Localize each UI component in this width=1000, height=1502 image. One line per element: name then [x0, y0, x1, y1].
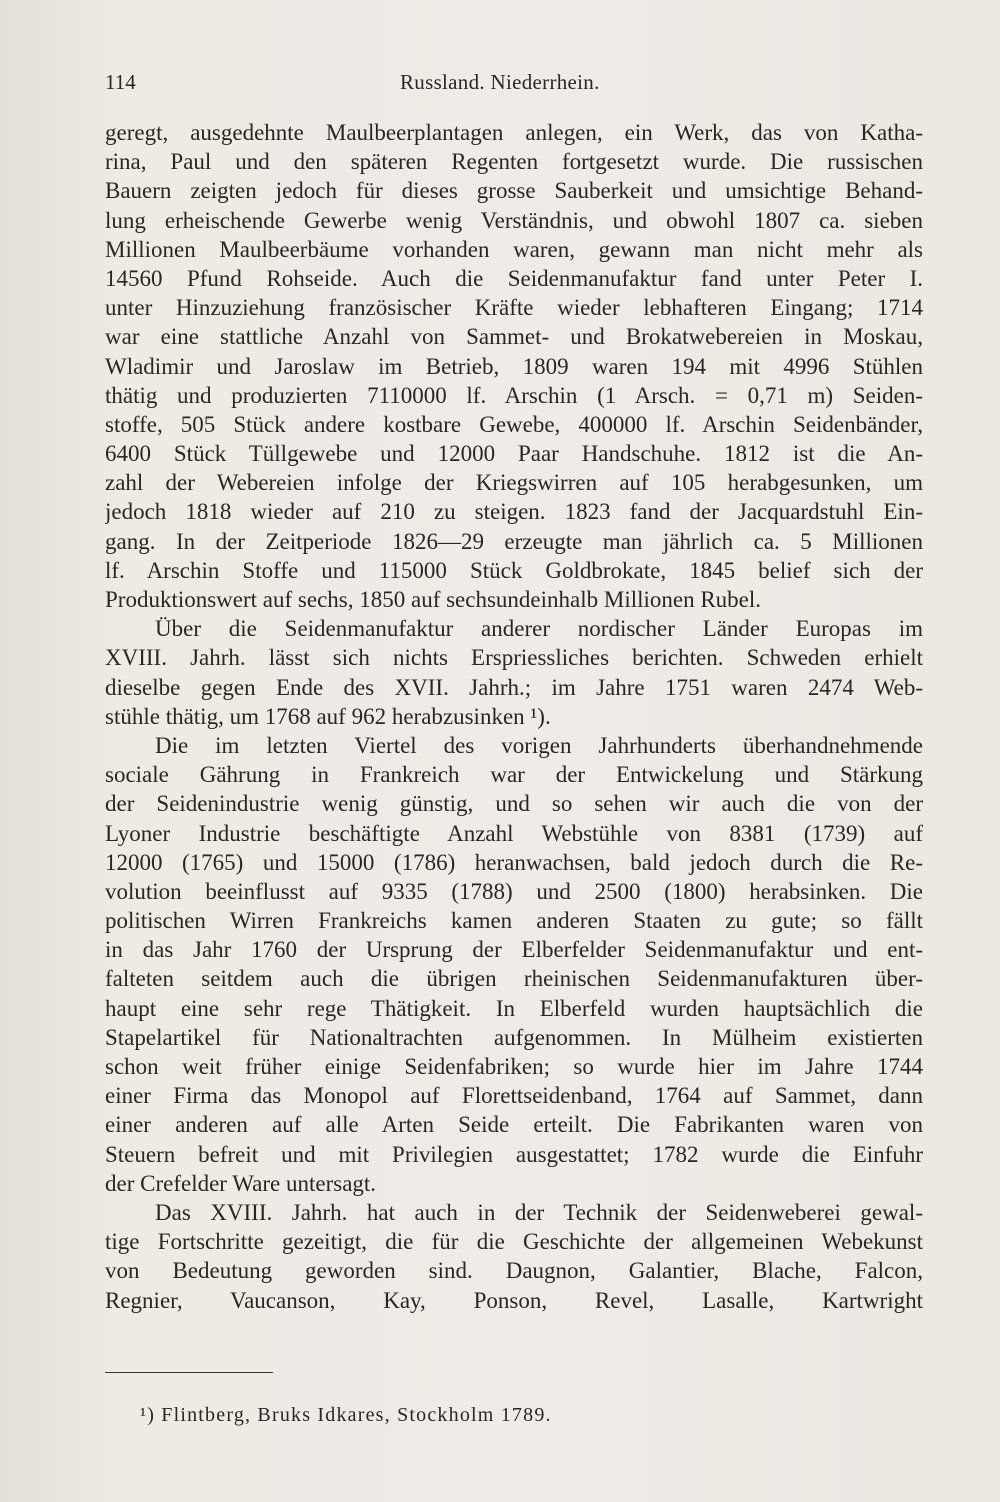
text-line: stoffe, 505 Stück andere kostbare Gewebe, 400000 lf. Arschin Seidenbänder, — [105, 411, 923, 437]
text-line: falteten seitdem auch die übrigen rheinischen Seidenmanufakturen über- — [105, 966, 923, 992]
text-line: Bauern zeigten jedoch für dieses grosse Sauberkeit und umsichtige Behand- — [105, 178, 923, 204]
paragraph-end-line: Produktionswert auf sechs, 1850 auf sechsundeinhalb Millionen Rubel. — [105, 587, 762, 612]
text-line: Steuern befreit und mit Privilegien ausgestattet; 1782 wurde die Einfuhr — [105, 1141, 923, 1167]
text-line: Stapelartikel für Nationaltrachten aufgenommen. In Mülheim existierten — [105, 1024, 923, 1050]
running-head: Russland. Niederrhein. — [400, 70, 600, 94]
page-header — [105, 70, 923, 100]
text-line: Millionen Maulbeerbäume vorhanden waren, gewann man nicht mehr als — [105, 236, 923, 262]
text-line: jedoch 1818 wieder auf 210 zu steigen. 1823 fand der Jacquardstuhl Ein- — [105, 499, 923, 525]
text-line: in das Jahr 1760 der Ursprung der Elberfelder Seidenmanufaktur und ent- — [105, 937, 923, 963]
text-line: 14560 Pfund Rohseide. Auch die Seidenmanufaktur fand unter Peter I. — [105, 265, 923, 291]
text-line: lf. Arschin Stoffe und 115000 Stück Goldbrokate, 1845 belief sich der — [105, 557, 923, 583]
text-line: Wladimir und Jaroslaw im Betrieb, 1809 waren 194 mit 4996 Stühlen — [105, 353, 923, 379]
text-line: der Seidenindustrie wenig günstig, und so sehen wir auch die von der — [105, 791, 923, 817]
text-line: von Bedeutung geworden sind. Daugnon, Galantier, Blache, Falcon, — [105, 1258, 923, 1284]
text-line: gang. In der Zeitperiode 1826—29 erzeugte man jährlich ca. 5 Millionen — [105, 528, 923, 554]
text-line: 12000 (1765) und 15000 (1786) heranwachsen, bald jedoch durch die Re- — [105, 849, 923, 875]
text-line: Lyoner Industrie beschäftigte Anzahl Webstühle von 8381 (1739) auf — [105, 820, 923, 846]
text-line: XVIII. Jahrh. lässt sich nichts Erspriessliches berichten. Schweden erhielt — [105, 645, 923, 671]
text-line: sociale Gährung in Frankreich war der Entwickelung und Stärkung — [105, 762, 923, 788]
text-line: geregt, ausgedehnte Maulbeerplantagen anlegen, ein Werk, das von Katha- — [105, 120, 923, 145]
text-line: zahl der Webereien infolge der Kriegswirren auf 105 herabgesunken, um — [105, 470, 923, 496]
body-text — [105, 118, 923, 1315]
text-line: 6400 Stück Tüllgewebe und 12000 Paar Handschuhe. 1812 ist die An- — [105, 441, 923, 467]
text-line: rina, Paul und den späteren Regenten fortgesetzt wurde. Die russischen — [105, 149, 923, 175]
text-line: war eine stattliche Anzahl von Sammet- und Brokatwebereien in Moskau, — [105, 324, 923, 350]
paragraph-start-line: Über die Seidenmanufaktur anderer nordischer Länder Europas im — [155, 616, 923, 642]
text-line: volution beeinflusst auf 9335 (1788) und 2500 (1800) herabsinken. Die — [105, 878, 923, 904]
text-line: Regnier, Vaucanson, Kay, Ponson, Revel, Lasalle, Kartwright — [105, 1287, 923, 1313]
text-line: lung erheischende Gewerbe wenig Verständnis, und obwohl 1807 ca. sieben — [105, 207, 923, 233]
footnote-separator — [105, 1372, 273, 1373]
paragraph-end-line: der Crefelder Ware untersagt. — [105, 1170, 377, 1196]
footnote: ¹) Flintberg, Bruks Idkares, Stockholm 1789. — [140, 1404, 552, 1426]
text-line: thätig und produzierten 7110000 lf. Arschin (1 Arsch. = 0,71 m) Seiden- — [105, 382, 923, 408]
text-line: tige Fortschritte gezeitigt, die für die Geschichte der allgemeinen Webekunst — [105, 1229, 923, 1255]
text-line: einer anderen auf alle Arten Seide erteilt. Die Fabrikanten waren von — [105, 1112, 923, 1138]
text-line: haupt eine sehr rege Thätigkeit. In Elberfeld wurden hauptsächlich die — [105, 995, 923, 1021]
text-line: schon weit früher einige Seidenfabriken; so wurde hier im Jahre 1744 — [105, 1054, 923, 1079]
paragraph-start-line: Die im letzten Viertel des vorigen Jahrhunderts überhandnehmende — [155, 732, 923, 758]
text-line: einer Firma das Monopol auf Florettseidenband, 1764 auf Sammet, dann — [105, 1083, 923, 1109]
text-line: politischen Wirren Frankreichs kamen anderen Staaten zu gute; so fällt — [105, 908, 923, 934]
text-line: dieselbe gegen Ende des XVII. Jahrh.; im Jahre 1751 waren 2474 Web- — [105, 674, 923, 700]
paragraph-start-line: Das XVIII. Jahrh. hat auch in der Technik der Seidenweberei gewal- — [155, 1199, 923, 1225]
text-line: unter Hinzuziehung französischer Kräfte wieder lebhafteren Eingang; 1714 — [105, 295, 923, 321]
paragraph-end-line: stühle thätig, um 1768 auf 962 herabzusinken ¹). — [105, 703, 551, 729]
page-number: 114 — [105, 70, 136, 94]
